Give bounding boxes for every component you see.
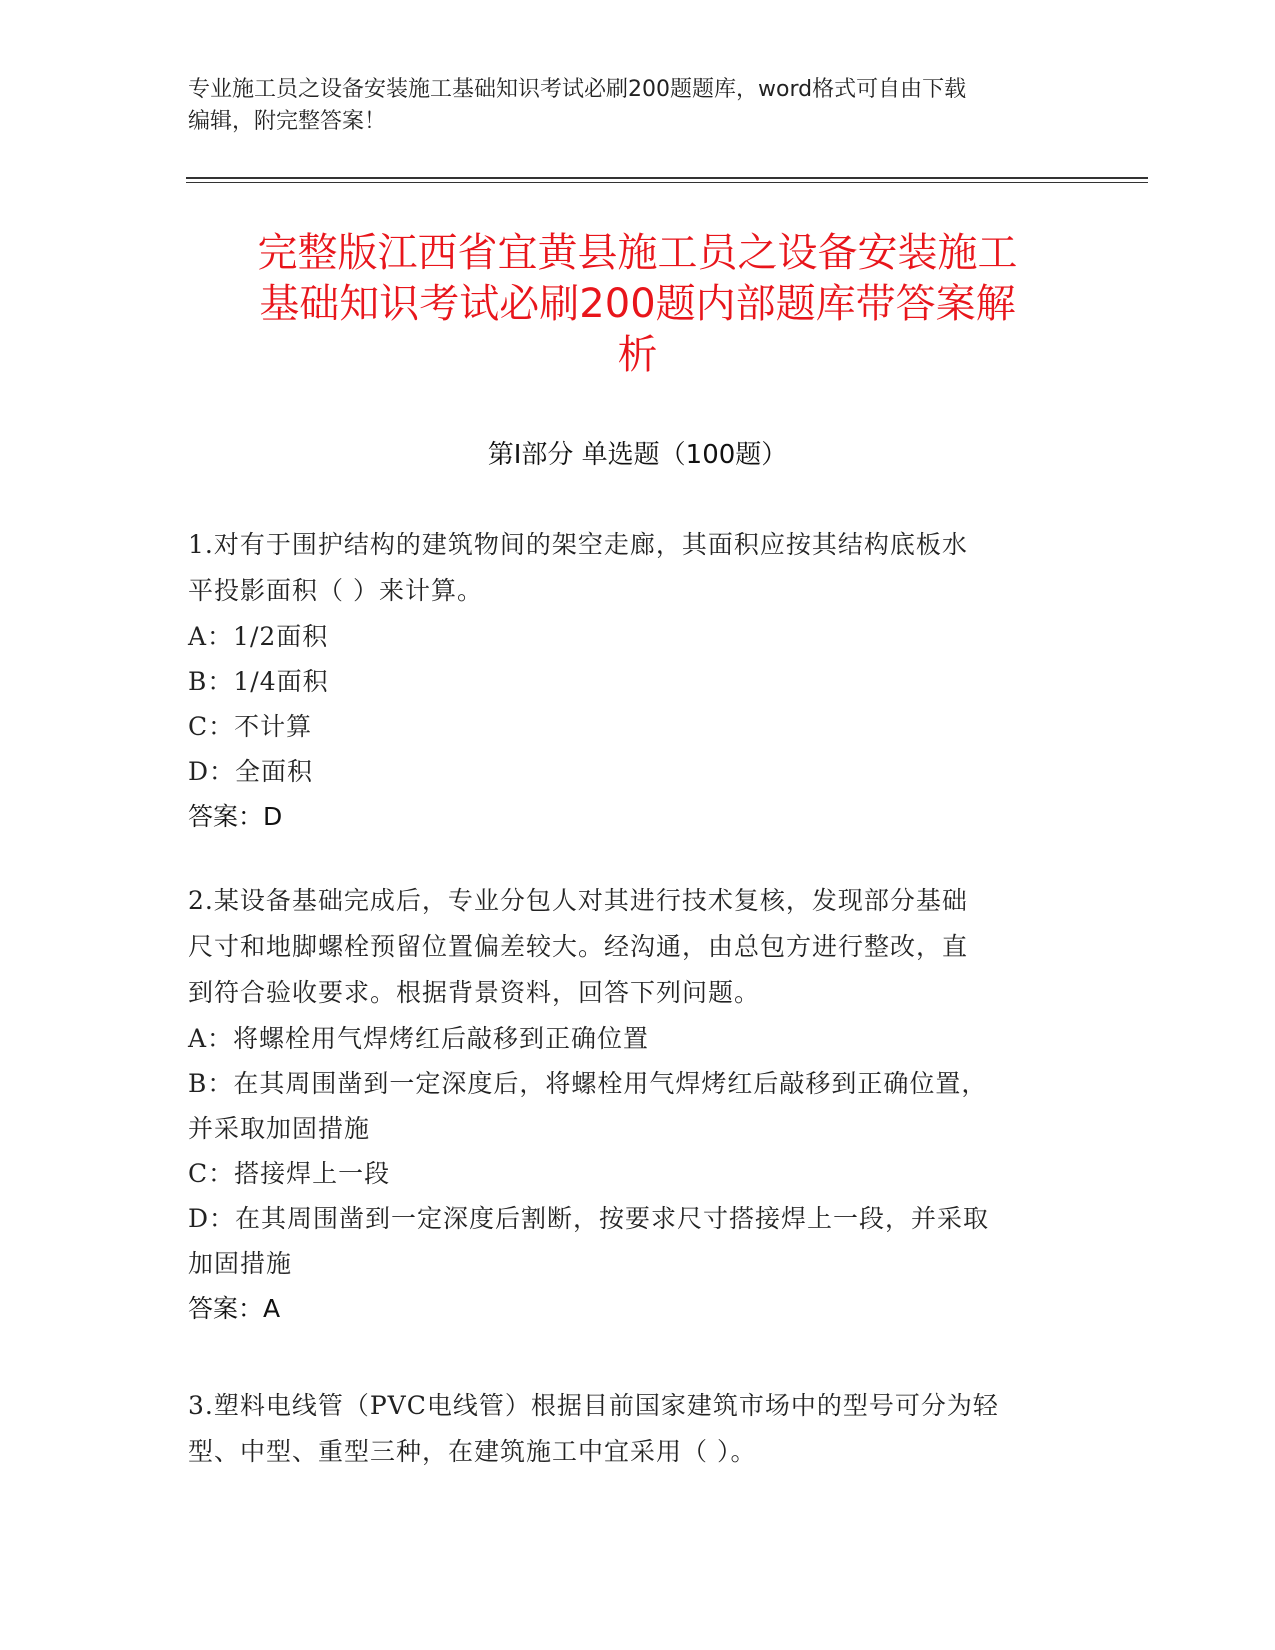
question-stem-line: 1.对有于围护结构的建筑物间的架空走廊，其面积应按其结构底板水 [188,530,968,559]
option-line: B：在其周围凿到一定深度后，将螺栓用气焊烤红后敲移到正确位置， [188,1069,988,1098]
header-note [188,74,1088,138]
question-item [188,1383,1088,1475]
answer-line: 答案：D [188,802,283,831]
header-divider [186,177,1148,179]
question-stem [188,522,1088,614]
option-line: 加固措施 [188,1249,293,1278]
option-c [188,704,1088,749]
answer-line: 答案：A [188,1294,281,1323]
option-d [188,749,1088,794]
option-line: A：1/2面积 [188,622,329,651]
option-d [188,1196,1088,1286]
option-line: D：在其周围凿到一定深度后割断，按要求尺寸搭接焊上一段，并采取 [188,1204,990,1233]
option-line: A：将螺栓用气焊烤红后敲移到正确位置 [188,1024,650,1053]
option-a [188,614,1088,659]
question-stem [188,1383,1088,1475]
option-c [188,1151,1088,1196]
question-stem-line: 平投影面积（ ）来计算。 [188,576,483,605]
header-divider [186,182,1148,183]
question-stem [188,878,1088,1016]
title-line: 基础知识考试必刷200题内部题库带答案解 [259,281,1016,327]
question-item [188,878,1088,1331]
header-note-line: 专业施工员之设备安装施工基础知识考试必刷200题题库，word格式可自由下载 [188,77,967,102]
title-line: 完整版江西省宜黄县施工员之设备安装施工 [257,230,1018,276]
option-line: D：全面积 [188,757,314,786]
option-line: C：搭接焊上一段 [188,1159,391,1188]
section-heading: 第Ⅰ部分 单选题（100题） [487,440,788,470]
option-a [188,1016,1088,1061]
question-stem-line: 2.某设备基础完成后，专业分包人对其进行技术复核，发现部分基础 [188,886,968,915]
option-line: B：1/4面积 [188,667,329,696]
question-stem-line: 到符合验收要求。根据背景资料，回答下列问题。 [188,978,761,1007]
option-b [188,1061,1088,1151]
option-line: 并采取加固措施 [188,1114,371,1143]
option-b [188,659,1088,704]
question-stem-line: 尺寸和地脚螺栓预留位置偏差较大。经沟通，由总包方进行整改，直 [188,932,969,961]
header-note-line: 编辑，附完整答案！ [188,109,387,134]
title-line: 析 [617,332,658,378]
question-stem-line: 型、中型、重型三种，在建筑施工中宜采用（ ）。 [188,1437,757,1466]
question-item [188,522,1088,839]
document-title [180,228,1095,381]
question-stem-line: 3.塑料电线管（PVC电线管）根据目前国家建筑市场中的型号可分为轻 [188,1391,999,1420]
option-line: C：不计算 [188,712,313,741]
